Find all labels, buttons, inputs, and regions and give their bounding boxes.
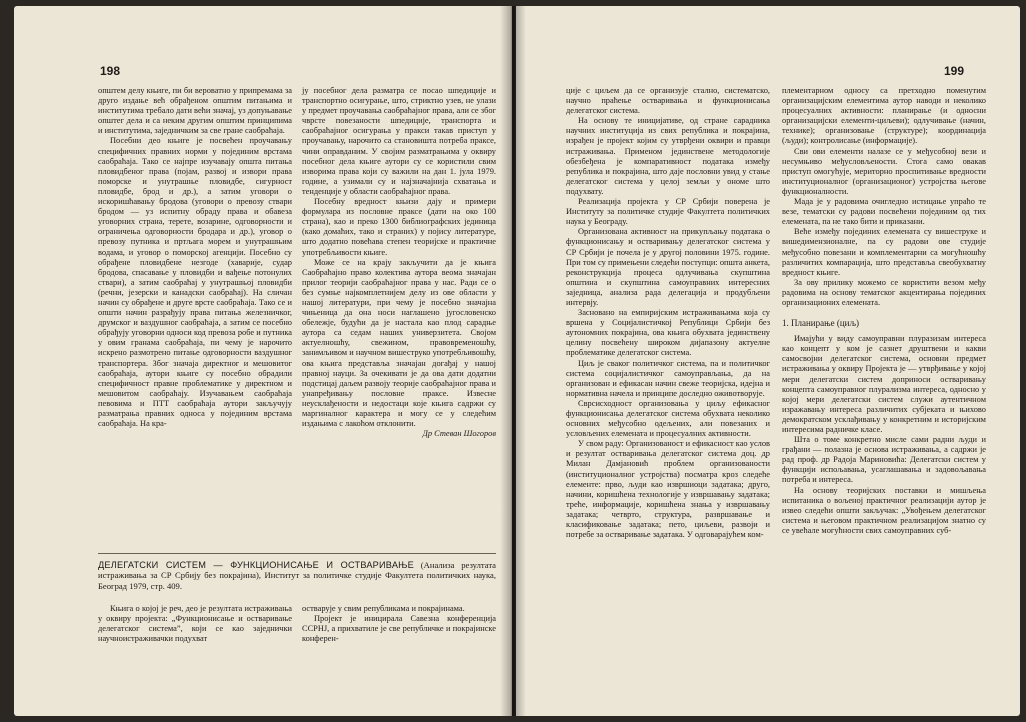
paragraph: Мада је у радовима очигледно истицање упраћо те везе, тематски су радови посвећени појединим од тих елемената, па не тако бити и приказани. — [782, 197, 986, 227]
paragraph: Веће између појединих елемената су вишеструке и вишедимензионалне, па су радови ове студије међусобно повезани и комплементарни са могућношћу различитих компарација, што представља свеобухватну вредност књиге. — [782, 227, 986, 277]
paragraph: Сврсисходност организовања у циљу ефикасног функционисања делегатског система обухвата неколико основних међусобно одељених, али повезаних и условљених елемената и процесуалних активности. — [566, 398, 770, 439]
section-heading: 1. Планирање (циљ) — [782, 318, 860, 329]
paragraph: Посебни део књиге је посвећен проучавању специфичних правних норми у појединим врстама саобраћаја. Тако се најпре изучавају општа питања пловидбеног права (појам, развој и извори права поморске и унутрашње пловидбе, сигурност пловидбе, брод и др.), а затим уговори о искоришћавању бродова (уговори о превозу ствари бродом — уз испитну обраду права и обавеза уговорних страна, терете, возарине, одговорности и ограничења одговорности бродара и др.), уговор о превозу путника и пртљага морем и унутрашњим водама, и уговор о поморској агенцији. Посебно су обрађене пловидбене незгоде (хаварије, судар бродова, спасавање у пловидби и вађење потонулих ствари), а затим саобраћај у унутрашњој пловидби (речни, језерски и канадски саобраћај). На сличан начин су обрађене и друге врсте саобраћаја. Тако се и општи начин разрађују права питања железничког, друмског и ваздушног саобраћаја, а затим се посебно обрађују уговорни односи код превоза робе и путника у овим гранама саобраћаја, пи чему је нарочито искрено размотрено питање одговорности ваздушног транспортера. Због значаја директног и мешовитог саобраћаја, аутори књиге су посебно обрадили специфичност правне проблематике у директном и мешовитом саобраћају. Изучавањем саобраћаја певовима и ПТТ саобраћаја аутори закључују разматрања правних односа у појединим врстама саобраћаја. На кра- — [98, 136, 292, 429]
left-page — [14, 6, 512, 716]
paragraph: Пројект је иницирала Савезна конференција ССРНЈ, а прихватиле је све републичке и покрајинске конферен- — [302, 614, 496, 644]
paragraph: плементарном односу са претходно поменутим организацијским елементима аутор наводи и неколико процесуалних активности: планирање (и односни организацијски елементи-циљеви); одлучивање (начин, технике); организовање (структуре); координација (људи); контролисање (информације). — [782, 86, 986, 146]
review-heading — [98, 560, 496, 591]
paragraph: општем делу књиге, пи би вероватно у припремама за друго издање већ обрађеном општим питањима и институтима требало дати већи значај, уз допуњавање општег дела и са неким другим општим принципима и институтима, заједничким за све гране саобраћаја. — [98, 86, 292, 136]
left-page-column-2 — [302, 86, 496, 439]
left-page-review-column-2 — [302, 604, 496, 644]
paragraph: ју посебног дела разматра се посао шпедиције и транспортно осигурање, што, стриктно узев, не улази у предмет проучавања саобраћајног права, али се због чврсте повезаности шпедиције, транспорта и саобраћајног осигурања у пракси такав приступ у проучавању, нарочито са становишта потреба праксе, чини оправданим. У својим разматрањима у оквиру посебног дела књиге аутори су се користили свим изворима права који су важили на дан 1. јула 1979. године, а узимали су и најзначајнија схватања и тенденције у области саобраћајног права. — [302, 86, 496, 196]
section-divider — [98, 553, 496, 554]
right-page — [516, 6, 1020, 716]
review-bibliographic-info: (Анализа резултата истраживања за СР Србију без покрајина), Институт за политичке студије Факултета политичких наука, Београд 1979, стр. 409. — [98, 560, 496, 591]
paragraph: ције с циљем да се организује стално, систематско, научно праћење остваривања и функционисања делегатског система. — [566, 86, 770, 116]
paragraph: Може се на крају закључити да је књига Саобраћајно право колектива аутора веома значајан прилог теорији саобраћајног права у нас. Ради се о без сумње најкомплетнијем делу из ове области у нашој литератури, при чему је посебно значајна чињеница да она носи наглашено југословенско обележје, будући да је настала као плод сарадње аутора са седам наших универзитета. Својом актуелношћу, свежином, правовременошћу, занимљивом и научном вишеструко употребљивошћу, ова књига представља значајан догађај у нашој правној науци. За очекивати је да ова дати додатни подстицај даљем развоју теорије саобраћајног права и унапређивању пословне праксе. Извесне неусклађености и недостаци које књига садржи су маргиналног карактера и могу се у следећим издањима с лакоћом отклонити. — [302, 257, 496, 429]
paragraph: Засновано на емпиријским истраживањима која су вршена у Социјалистичкој Републици Србији без аутономних покрајина, ова књига обухвата јединствену целину посвећену широком дијапазону актуелне проблематике делегатског система. — [566, 308, 770, 358]
review-signature: Др Стеван Шогоров — [422, 429, 496, 439]
page-number-right: 199 — [944, 64, 965, 78]
left-page-review-column-1 — [98, 604, 292, 644]
paragraph: остварује у свим републикама и покрајинама. — [302, 604, 465, 613]
book-gutter-shadow — [500, 6, 526, 716]
page-number-left: 198 — [100, 64, 121, 78]
paragraph: Имајући у виду самоуправни плуразизам интереса као концепт у ком је сазнет друштвени и какви самосвојни делегатског система, основни предмет истраживања у оквиру Пројекта је — утврђивање у којој мери делегатски систем доприноси остваривању концепта самоуправног плурализма интереса, односно у којој мери делегатски систем служи аутентичном изражавању интереса различитих субјеката и њихово демократском усклађивању у конкретним и историјским интересима радничке класе. — [782, 334, 986, 434]
paragraph: За ову прилику можемо се користити везом међу радовима на основу тематског акцентирања појединих организационих елемената. — [782, 277, 986, 307]
paragraph: На основу теоријских поставки и мишљења испитаника о вољеној практичног реализацији аутор је извео следећи општи закључак: „Увођењем делегатског система и његовом практичном реализацијом знатно су се увећале могућности свих самоуправних суб- — [782, 485, 986, 535]
left-page-column-1 — [98, 86, 292, 429]
paragraph: У свом раду: Организованост и ефикасност као услов и резултат остваривања делегатског система доц. др Милан Дамјановић проблем организованости (институционалног устројства) посматра кроз следеће елементе: прво, људи као извршиоци задатака; друго, начини, коришћена технологије у извршавању задатака; треће, информације, коришћена знања у извршавању задатака; четврто, структура, развршавање и класификовање задатака; пето, циљеви, развоји и потребе за остваривање задатака. У одговарајућем ком- — [566, 439, 770, 540]
paragraph: Шта о томе конкретно мисле сами радни људи и грађани — полазна је основа истраживања, а садржи је рад проф. др Радоја Мариновића: Делегатски систем у функцији испољавања, усаглашавања и задовољавања потреба и интереса. — [782, 435, 986, 485]
right-page-column-1 — [566, 86, 770, 540]
paragraph: Реализација пројекта у СР Србији поверена је Институту за политичке студије Факултета политичких наука у Београду. — [566, 197, 770, 227]
paragraph: Циљ је сваког политичког система, па и политичког система социјалистичког самоуправљања, да на организован и ефикасан начин свеже теоријска, идејна и нормативна начела и принципе доследно оживотворује. — [566, 358, 770, 398]
paragraph: Књига о којој је реч, део је резултата истраживања у оквиру пројекта: „Функционисање и остваривање делегатског система”, који се као заједнички научноистраживачки подухват — [98, 604, 292, 644]
right-page-column-2 — [782, 86, 986, 536]
paragraph: На основу те иницијативе, од стране сарадника научних институција из свих република и покрајина, израђен је пројект којим су утврђени оквири и правци истраживања. Применом јединствене методологије обезбеђена је компаративност података између република и покрајина, што даје пословни увид у стање делегатског система у целој земљи у ономе што подухвату. — [566, 116, 770, 196]
review-title: ДЕЛЕГАТСКИ СИСТЕМ — ФУНКЦИОНИСАЊЕ И ОСТВАРИВАЊЕ — [98, 560, 414, 570]
paragraph: Организована активност на прикупљању података о функционисању и остваривању делегатског система у СР Србији је почела је у другој половини 1975. године. При том су примењени следећи поступци: општа анкета, реконструкција процеса одлучивања скупштина општина и скупштина самоуправних интересних заједница, анализа рада делегација и продубљени интервју. — [566, 227, 770, 307]
paragraph: Посебну вредност књизи дају и примери формулара из пословне праксе (дати на око 100 страна), као и преко 1300 библиографских јединица (како домаћих, тако и страних) у појису литературе, што додатно повећава степен теоријске и практичне употребљивости књиге. — [302, 197, 496, 257]
paragraph: Сви ови елементи налазе се у међусобној вези и несумњиво међусловљености. Стога само овакав приступ омогућује, мериторно проспитивање вредности институционалног (организационог) устројства његове функционалности. — [782, 146, 986, 196]
